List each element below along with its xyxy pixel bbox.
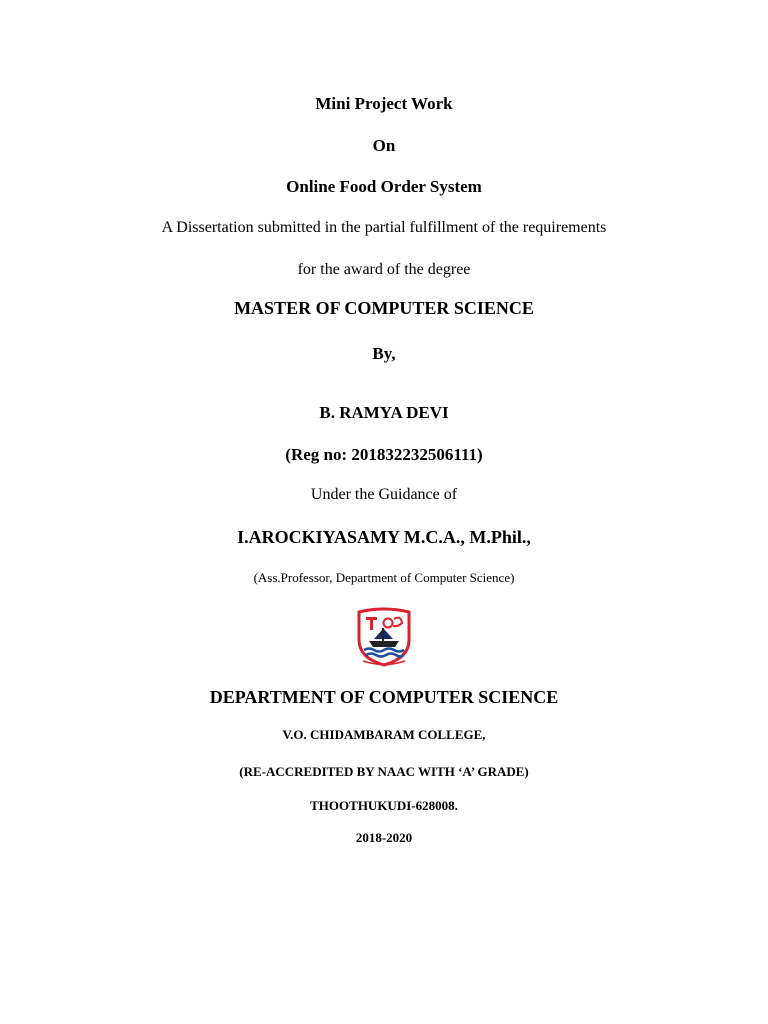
college-emblem-icon: [355, 606, 413, 668]
college-address: THOOTHUKUDI-628008.: [310, 798, 458, 813]
department-name: DEPARTMENT OF COMPUTER SCIENCE: [209, 687, 559, 707]
college-name: V.O. CHIDAMBARAM COLLEGE,: [282, 727, 486, 742]
by-label: By,: [372, 344, 396, 363]
degree-name: MASTER OF COMPUTER SCIENCE: [234, 298, 534, 318]
dissertation-line-1: A Dissertation submitted in the partial fulfillment of the requirements: [161, 219, 607, 236]
guide-designation: (Ass.Professor, Department of Computer Science): [253, 570, 515, 585]
student-name: B. RAMYA DEVI: [319, 403, 449, 422]
dissertation-line-2: for the award of the degree: [297, 261, 471, 278]
academic-year: 2018-2020: [355, 830, 413, 845]
project-name: Online Food Order System: [286, 177, 482, 196]
accreditation: (RE-ACCREDITED BY NAAC WITH ‘A’ GRADE): [239, 764, 529, 779]
guide-name: I.AROCKIYASAMY M.C.A., M.Phil.,: [237, 527, 531, 547]
document-title: Mini Project Work: [315, 94, 453, 113]
on-label: On: [372, 136, 396, 155]
guidance-label: Under the Guidance of: [310, 486, 458, 503]
registration-number: (Reg no: 201832232506111): [285, 445, 483, 464]
